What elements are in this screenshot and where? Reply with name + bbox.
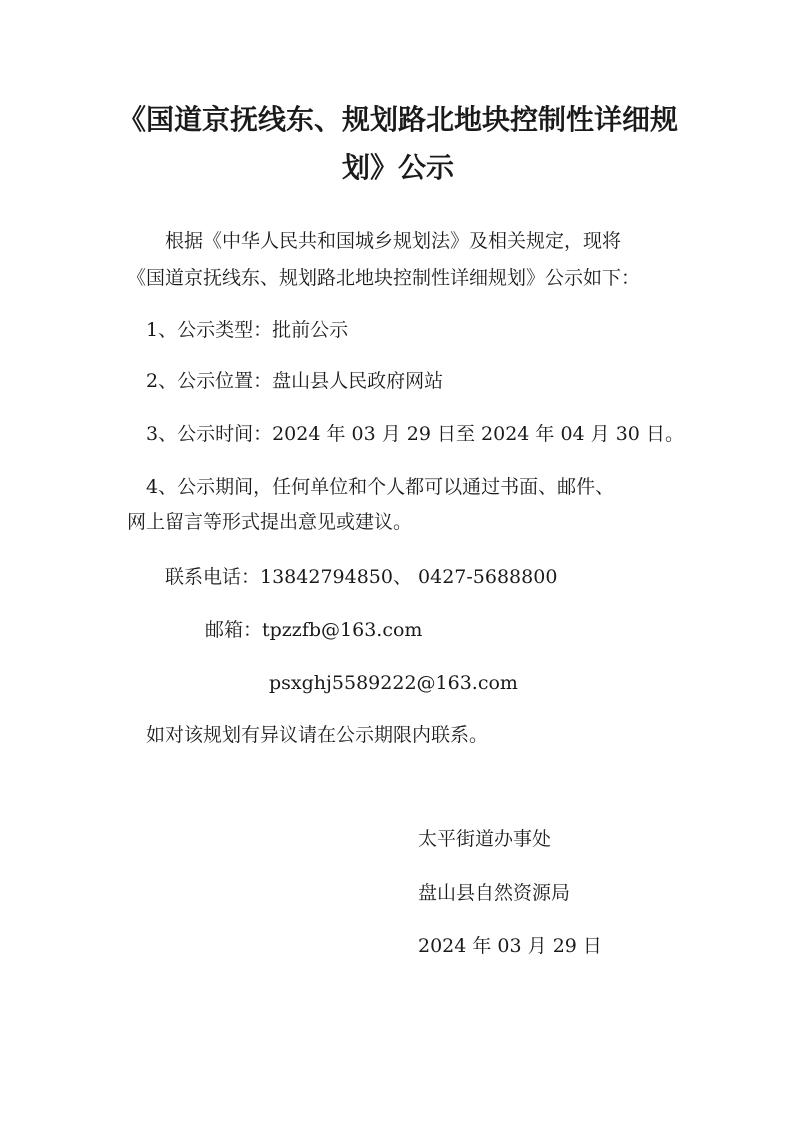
intro-line-1: 根据《中华人民共和国城乡规划法》及相关规定，现将 (165, 230, 622, 252)
item-publicity-period-line-1: 4、公示期间，任何单位和个人都可以通过书面、邮件、 (146, 476, 615, 498)
signature-org-1: 太平街道办事处 (418, 828, 552, 850)
signature-date: 2024 年 03 月 29 日 (418, 935, 602, 957)
item-publicity-type: 1、公示类型：批前公示 (146, 319, 349, 341)
document-title: 《国道京抚线东、规划路北地块控制性详细规划》公示 (118, 103, 679, 184)
contact-email-1: 邮箱：tpzzfb@163.com (205, 619, 423, 641)
item-publicity-period-line-2: 网上留言等形式提出意见或建议。 (127, 511, 413, 533)
item-publicity-time: 3、公示时间：2024 年 03 月 29 日至 2024 年 04 月 30 日。 (146, 423, 684, 445)
signature-org-2: 盘山县自然资源局 (418, 882, 571, 904)
closing-note: 如对该规划有异议请在公示期限内联系。 (146, 724, 489, 746)
item-publicity-location: 2、公示位置：盘山县人民政府网站 (146, 370, 444, 392)
contact-email-2: psxghj5589222@163.com (269, 672, 518, 694)
intro-line-2: 《国道京抚线东、规划路北地块控制性详细规划》公示如下： (127, 267, 641, 289)
contact-phone: 联系电话：13842794850、 0427-5688800 (165, 566, 558, 588)
